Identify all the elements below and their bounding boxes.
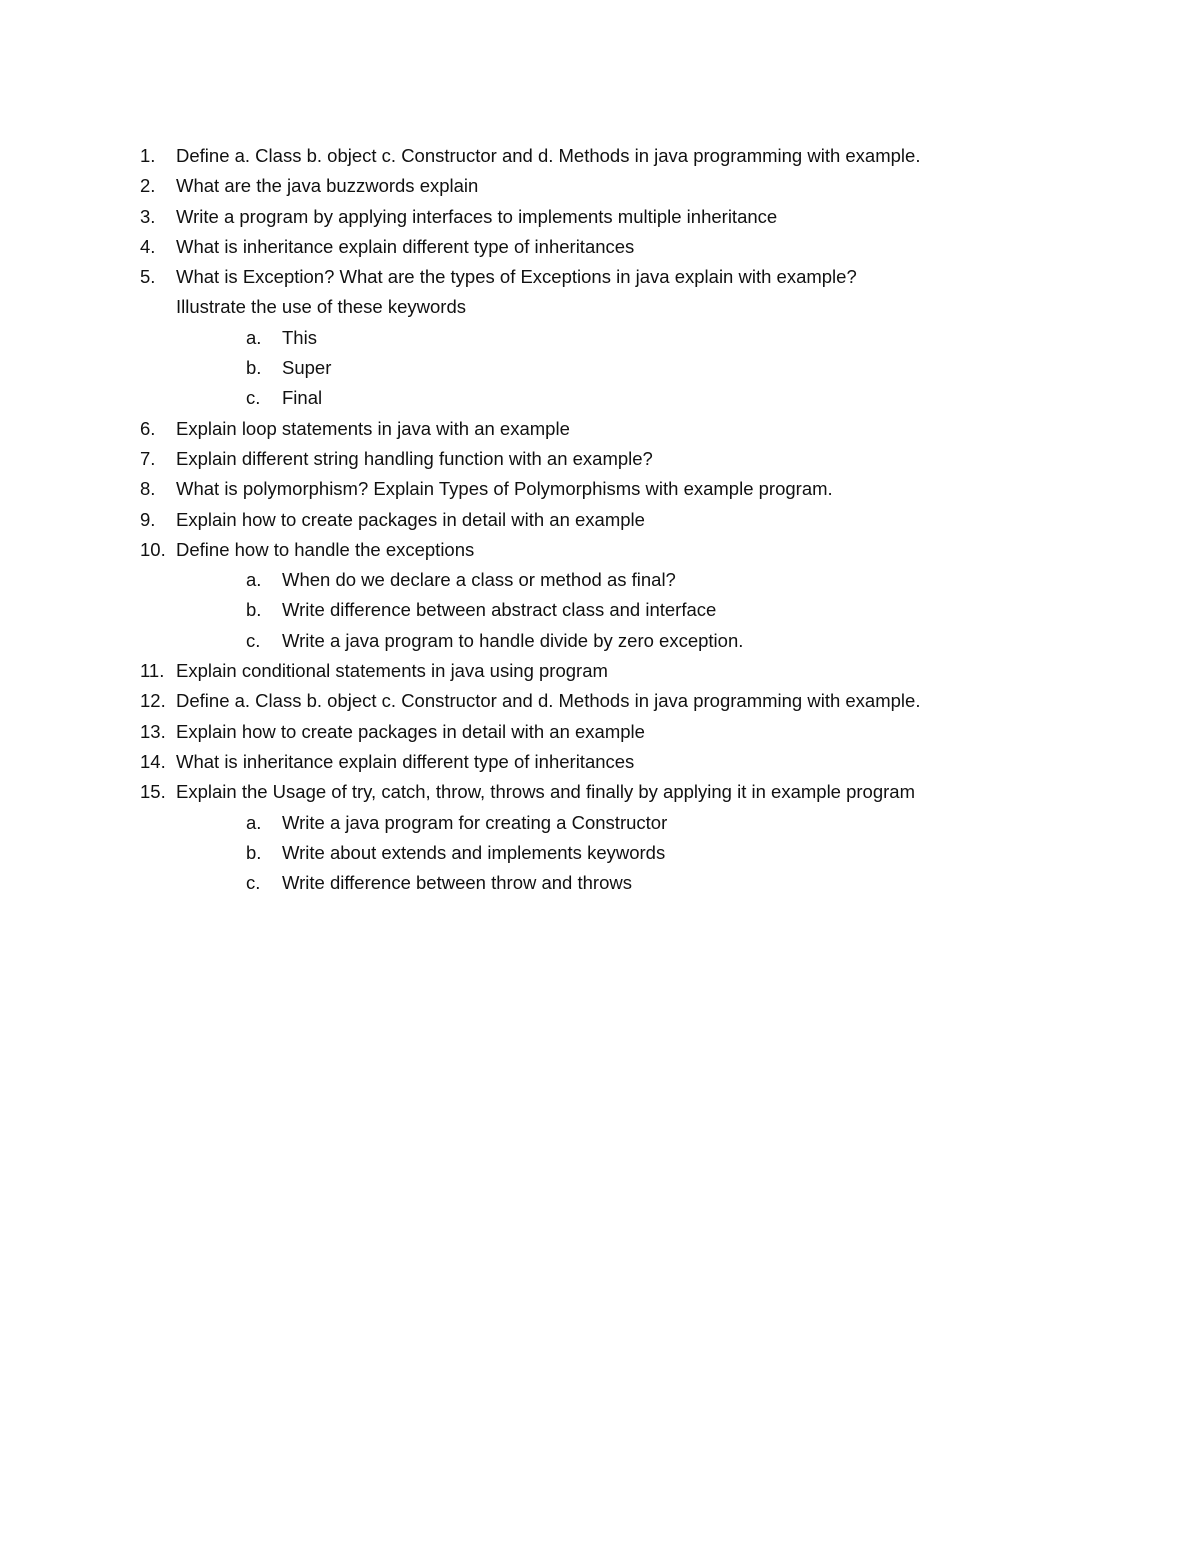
sub-question-text: Write difference between abstract class and interface bbox=[282, 599, 717, 621]
question-item bbox=[140, 202, 1140, 232]
sub-question-letter: a. bbox=[246, 811, 262, 833]
question-text: Explain the Usage of try, catch, throw, throws and finally by applying it in example program bbox=[176, 781, 915, 803]
sub-question-text: Final bbox=[282, 387, 323, 409]
question-item bbox=[140, 171, 1140, 201]
sub-question-letter: a. bbox=[246, 326, 262, 348]
question-number: 13. bbox=[140, 720, 166, 742]
question-text: Illustrate the use of these keywords bbox=[176, 296, 466, 318]
sub-question-item bbox=[140, 868, 1140, 898]
sub-question-letter: c. bbox=[246, 387, 261, 409]
question-number: 14. bbox=[140, 750, 166, 772]
question-item bbox=[140, 141, 1140, 171]
question-number: 3. bbox=[140, 205, 156, 227]
question-item bbox=[140, 505, 1140, 535]
sub-question-item bbox=[140, 565, 1140, 595]
question-text: Explain loop statements in java with an example bbox=[176, 417, 570, 439]
sub-question-text: Super bbox=[282, 357, 332, 379]
question-item bbox=[140, 232, 1140, 262]
question-text: Explain how to create packages in detail with an example bbox=[176, 508, 645, 530]
question-number: 11. bbox=[140, 660, 165, 682]
sub-question-letter: a. bbox=[246, 569, 262, 591]
sub-question-text: When do we declare a class or method as final? bbox=[282, 569, 676, 591]
question-text: What are the java buzzwords explain bbox=[176, 175, 479, 197]
sub-question-letter: b. bbox=[246, 357, 262, 379]
question-number: 15. bbox=[140, 781, 166, 803]
question-text: Explain conditional statements in java using program bbox=[176, 660, 608, 682]
question-item bbox=[140, 686, 1140, 716]
sub-question-item bbox=[140, 353, 1140, 383]
sub-question-text: Write a java program for creating a Constructor bbox=[282, 811, 668, 833]
question-number: 8. bbox=[140, 478, 156, 500]
question-text: What is inheritance explain different type of inheritances bbox=[176, 750, 635, 772]
question-item bbox=[140, 747, 1140, 777]
sub-question-text: Write a java program to handle divide by zero exception. bbox=[282, 629, 744, 651]
question-item bbox=[140, 535, 1140, 565]
sub-question-text: Write difference between throw and throws bbox=[282, 872, 632, 894]
question-item bbox=[140, 777, 1140, 807]
question-number: 5. bbox=[140, 266, 156, 288]
sub-question-item bbox=[140, 808, 1140, 838]
question-text: Define a. Class b. object c. Constructor and d. Methods in java programming with example. bbox=[176, 145, 921, 166]
question-text: What is polymorphism? Explain Types of Polymorphisms with example program. bbox=[176, 478, 833, 500]
sub-question-text: This bbox=[282, 326, 317, 348]
question-item bbox=[140, 474, 1140, 504]
sub-question-letter: c. bbox=[246, 872, 261, 894]
sub-question-item bbox=[140, 626, 1140, 656]
question-number: 6. bbox=[140, 417, 156, 439]
sub-question-text: Write about extends and implements keywords bbox=[282, 841, 666, 863]
question-text: Explain different string handling function with an example? bbox=[176, 447, 653, 469]
question-continuation bbox=[140, 292, 1140, 322]
question-number: 2. bbox=[140, 175, 156, 197]
question-item bbox=[140, 444, 1140, 474]
question-text: Write a program by applying interfaces to implements multiple inheritance bbox=[176, 205, 778, 227]
question-text: What is Exception? What are the types of Exceptions in java explain with example? bbox=[176, 266, 857, 288]
question-number: 12. bbox=[140, 690, 166, 712]
question-text: Define how to handle the exceptions bbox=[176, 538, 475, 560]
question-item bbox=[140, 656, 1140, 686]
question-item bbox=[140, 717, 1140, 747]
sub-question-letter: b. bbox=[246, 599, 262, 621]
question-list bbox=[140, 141, 1140, 898]
question-number: 4. bbox=[140, 235, 156, 257]
question-number: 7. bbox=[140, 447, 156, 469]
question-number: 10. bbox=[140, 538, 166, 560]
sub-question-item bbox=[140, 383, 1140, 413]
question-text: Define a. Class b. object c. Constructor and d. Methods in java programming with example. bbox=[176, 690, 921, 712]
question-text: Explain how to create packages in detail with an example bbox=[176, 720, 645, 742]
question-item bbox=[140, 262, 1140, 292]
sub-question-letter: b. bbox=[246, 841, 262, 863]
sub-question-item bbox=[140, 838, 1140, 868]
sub-question-item bbox=[140, 323, 1140, 353]
question-text: What is inheritance explain different type of inheritances bbox=[176, 235, 635, 257]
question-item bbox=[140, 414, 1140, 444]
question-number: 9. bbox=[140, 508, 156, 530]
question-number: 1. bbox=[140, 145, 156, 166]
sub-question-item bbox=[140, 595, 1140, 625]
sub-question-letter: c. bbox=[246, 629, 261, 651]
